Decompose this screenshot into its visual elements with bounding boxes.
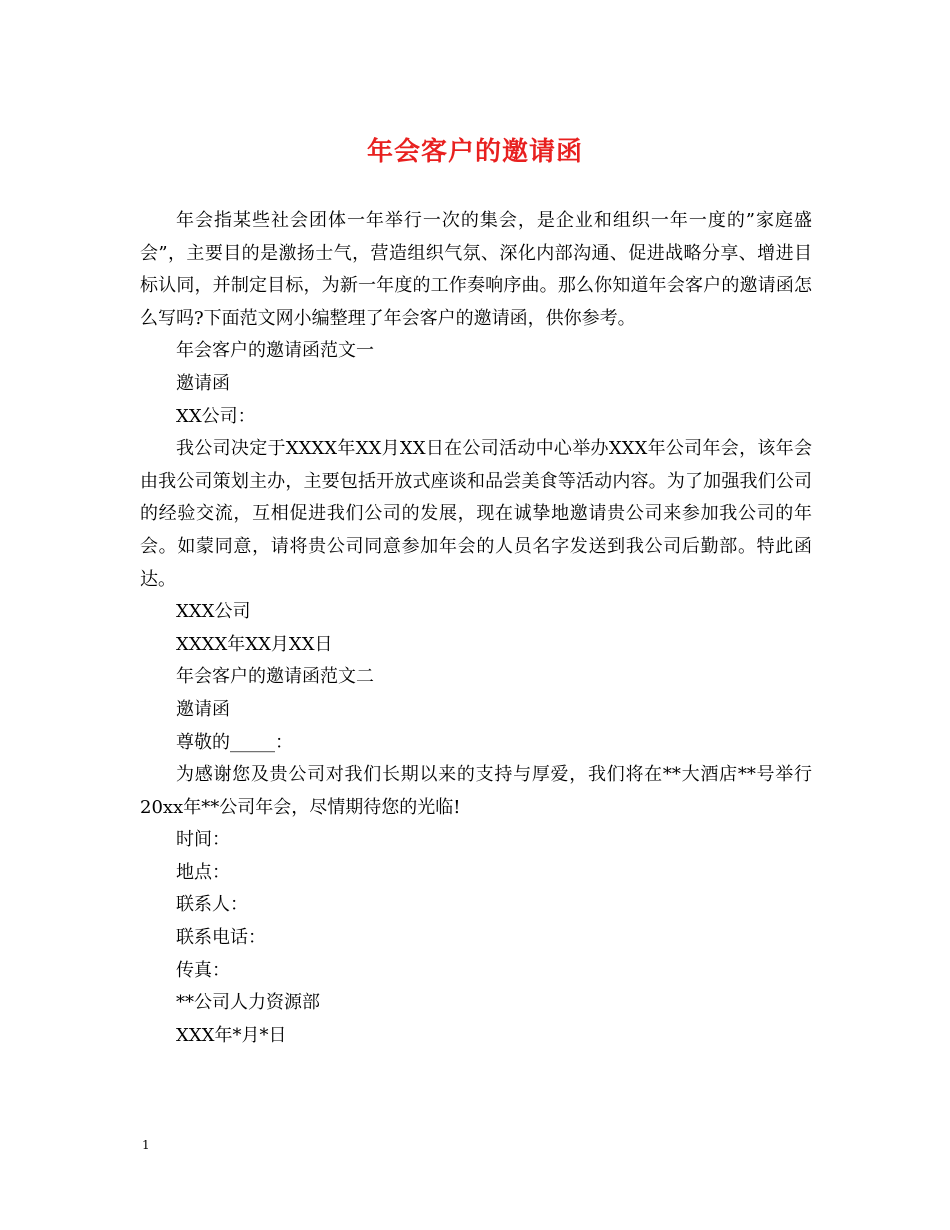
contact-phone-field: 联系电话： xyxy=(176,927,266,949)
time-field: 时间： xyxy=(176,829,230,851)
sample-one-recipient: XX公司： xyxy=(176,405,256,427)
document-title: 年会客户的邀请函 xyxy=(366,137,583,167)
document-body xyxy=(140,205,812,1052)
sample-two-label: 邀请函 xyxy=(176,698,230,720)
sample-one-heading: 年会客户的邀请函范文一 xyxy=(176,340,374,362)
sample-two-signature: **公司人力资源部 xyxy=(176,992,320,1014)
sample-two-heading: 年会客户的邀请函范文二 xyxy=(176,666,374,688)
sample-two-date: XXX年*月*日 xyxy=(176,1024,287,1046)
location-field: 地点： xyxy=(176,861,230,883)
page-number: 1 xyxy=(142,1138,150,1152)
sample-two-salutation: 尊敬的_____： xyxy=(176,731,293,753)
sample-one-signature: XXX公司 xyxy=(176,601,251,623)
sample-one-date: XXXX年XX月XX日 xyxy=(176,633,333,655)
sample-two-body: 为感谢您及贵公司对我们长期以来的支持与厚爱，我们将在**大酒店**号举行20xx年**公司年会，尽情期待您的光临! xyxy=(140,764,812,818)
contact-person-field: 联系人： xyxy=(176,894,248,916)
fax-field: 传真： xyxy=(176,959,230,981)
sample-one-body: 我公司决定于XXXX年XX月XX日在公司活动中心举办XXX年公司年会，该年会由我公司策划主办，主要包括开放式座谈和品尝美食等活动内容。为了加强我们公司的经验交流，互相促进我们公司的发展，现在诚挚地邀请贵公司来参加我公司的年会。如蒙同意，请将贵公司同意参加年会的人员名字发送到我公司后勤部。特此函达。 xyxy=(140,438,812,590)
sample-one-label: 邀请函 xyxy=(176,372,230,394)
intro-paragraph: 年会指某些社会团体一年举行一次的集会，是企业和组织一年一度的”家庭盛会”，主要目的是激扬士气，营造组织气氛、深化内部沟通、促进战略分享、增进目标认同，并制定目标，为新一年度的工作奏响序曲。那么你知道年会客户的邀请函怎么写吗?下面范文网小编整理了年会客户的邀请函，供你参考。 xyxy=(140,210,812,329)
